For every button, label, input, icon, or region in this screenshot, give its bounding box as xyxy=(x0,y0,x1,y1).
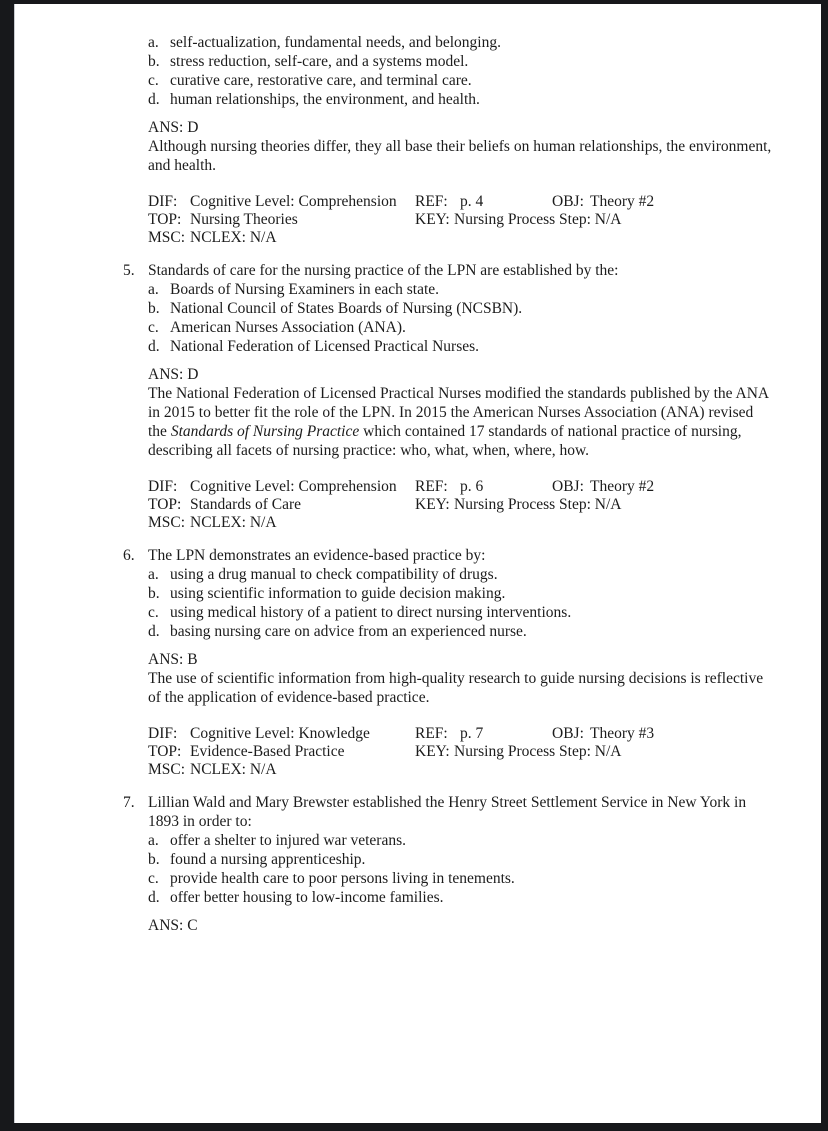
question-text: Standards of care for the nursing practice of the LPN are established by the: xyxy=(148,262,619,279)
answer-value: B xyxy=(187,651,198,668)
option-text: Boards of Nursing Examiners in each state. xyxy=(170,281,440,298)
key-label: KEY: xyxy=(415,743,450,760)
question-text: Lillian Wald and Mary Brewster established the Henry Street Settlement Service in New York in 1893 in order to: xyxy=(148,794,747,830)
key-value: Nursing Process Step: N/A xyxy=(454,211,622,228)
dif-value: Cognitive Level: Comprehension xyxy=(190,193,397,210)
option-letter: d. xyxy=(148,91,160,108)
page-content xyxy=(123,4,773,935)
key-value: Nursing Process Step: N/A xyxy=(454,496,622,513)
option-letter: b. xyxy=(148,53,160,70)
answer-label: ANS: xyxy=(148,366,184,383)
option-text: National Council of States Boards of Nursing (NCSBN). xyxy=(170,300,523,317)
answer-label: ANS: xyxy=(148,119,184,136)
answer-line xyxy=(148,365,773,384)
option-text: found a nursing apprenticeship. xyxy=(170,851,366,868)
question-number: 6. xyxy=(123,547,135,564)
msc-label: MSC: xyxy=(148,229,186,246)
option-letter: c. xyxy=(148,72,159,89)
option-row xyxy=(148,622,773,641)
option-letter: c. xyxy=(148,870,159,887)
question-text: The LPN demonstrates an evidence-based practice by: xyxy=(148,547,486,564)
option-row xyxy=(148,888,773,907)
question-paragraph xyxy=(123,546,773,565)
option-letter: d. xyxy=(148,889,160,906)
question-4-answer xyxy=(148,118,773,175)
explanation-text: which contained 17 standards of national practice of nursing, describing all facets of nursing practice: who, what, when, where, how. xyxy=(148,423,742,459)
option-letter: d. xyxy=(148,338,160,355)
question-paragraph xyxy=(123,261,773,280)
top-value: Nursing Theories xyxy=(190,211,298,228)
dif-label: DIF: xyxy=(148,193,178,210)
option-letter: a. xyxy=(148,34,159,51)
option-row xyxy=(148,280,773,299)
option-text: using medical history of a patient to direct nursing interventions. xyxy=(170,604,572,621)
option-text: self-actualization, fundamental needs, and belonging. xyxy=(170,34,501,51)
option-row xyxy=(148,299,773,318)
option-letter: c. xyxy=(148,604,159,621)
dif-label: DIF: xyxy=(148,725,178,742)
meta-row xyxy=(148,211,773,229)
option-row xyxy=(148,33,773,52)
meta-row xyxy=(148,725,773,743)
dif-label: DIF: xyxy=(148,478,178,495)
option-row xyxy=(148,603,773,622)
obj-value: Theory #3 xyxy=(590,725,655,742)
option-row xyxy=(148,337,773,356)
obj-label: OBJ: xyxy=(552,193,584,210)
msc-value: NCLEX: N/A xyxy=(190,761,277,778)
option-row xyxy=(148,850,773,869)
meta-row xyxy=(148,229,773,247)
meta-row xyxy=(148,761,773,779)
dif-value: Cognitive Level: Knowledge xyxy=(190,725,370,742)
meta-row xyxy=(148,743,773,761)
answer-value: D xyxy=(187,119,199,136)
top-value: Standards of Care xyxy=(190,496,302,513)
msc-label: MSC: xyxy=(148,761,186,778)
question-4-options xyxy=(148,33,773,109)
meta-row xyxy=(148,478,773,496)
answer-value: D xyxy=(187,366,199,383)
answer-line xyxy=(148,916,773,935)
option-letter: a. xyxy=(148,566,159,583)
option-row xyxy=(148,831,773,850)
option-text: offer a shelter to injured war veterans. xyxy=(170,832,406,849)
question-5-answer xyxy=(148,365,773,460)
question-6-answer xyxy=(148,650,773,707)
obj-label: OBJ: xyxy=(552,725,584,742)
option-letter: a. xyxy=(148,281,159,298)
dif-value: Cognitive Level: Comprehension xyxy=(190,478,397,495)
option-text: stress reduction, self-care, and a systems model. xyxy=(170,53,469,70)
top-label: TOP: xyxy=(148,211,182,228)
top-label: TOP: xyxy=(148,496,182,513)
answer-explanation: The use of scientific information from high-quality research to guide nursing decisions is reflective of the application of evidence-based practice. xyxy=(148,670,764,706)
option-text: using a drug manual to check compatibility of drugs. xyxy=(170,566,498,583)
ref-value: p. 4 xyxy=(460,193,484,210)
option-text: provide health care to poor persons living in tenements. xyxy=(170,870,515,887)
explanation-italic-title: Standards of Nursing Practice xyxy=(170,423,360,440)
question-6 xyxy=(123,546,773,641)
answer-label: ANS: xyxy=(148,651,184,668)
key-label: KEY: xyxy=(415,211,450,228)
question-number: 7. xyxy=(123,794,135,811)
answer-explanation: Although nursing theories differ, they all base their beliefs on human relationships, the environment, and health. xyxy=(148,138,772,174)
meta-row xyxy=(148,514,773,532)
question-4-meta xyxy=(148,193,773,247)
ref-value: p. 6 xyxy=(460,478,484,495)
option-text: basing nursing care on advice from an experienced nurse. xyxy=(170,623,527,640)
option-row xyxy=(148,869,773,888)
option-letter: d. xyxy=(148,623,160,640)
key-value: Nursing Process Step: N/A xyxy=(454,743,622,760)
option-letter: b. xyxy=(148,300,160,317)
question-5 xyxy=(123,261,773,356)
ref-label: REF: xyxy=(415,478,448,495)
question-number: 5. xyxy=(123,262,135,279)
question-paragraph xyxy=(123,793,773,831)
option-row xyxy=(148,318,773,337)
option-letter: b. xyxy=(148,851,160,868)
ref-value: p. 7 xyxy=(460,725,484,742)
obj-label: OBJ: xyxy=(552,478,584,495)
key-label: KEY: xyxy=(415,496,450,513)
msc-label: MSC: xyxy=(148,514,186,531)
option-letter: c. xyxy=(148,319,159,336)
option-text: offer better housing to low-income families. xyxy=(170,889,444,906)
option-row xyxy=(148,90,773,109)
question-7 xyxy=(123,793,773,907)
obj-value: Theory #2 xyxy=(590,478,655,495)
option-text: human relationships, the environment, and health. xyxy=(170,91,480,108)
option-letter: a. xyxy=(148,832,159,849)
answer-value: C xyxy=(187,917,198,934)
top-label: TOP: xyxy=(148,743,182,760)
answer-explanation xyxy=(148,384,773,460)
question-7-answer xyxy=(148,916,773,935)
option-letter: b. xyxy=(148,585,160,602)
option-text: using scientific information to guide decision making. xyxy=(170,585,506,602)
msc-value: NCLEX: N/A xyxy=(190,514,277,531)
document-page xyxy=(14,4,821,1123)
option-row xyxy=(148,584,773,603)
msc-value: NCLEX: N/A xyxy=(190,229,277,246)
answer-line xyxy=(148,650,773,669)
option-row xyxy=(148,52,773,71)
option-text: American Nurses Association (ANA). xyxy=(170,319,406,336)
answer-line xyxy=(148,118,773,137)
option-text: curative care, restorative care, and terminal care. xyxy=(170,72,472,89)
ref-label: REF: xyxy=(415,193,448,210)
option-row xyxy=(148,71,773,90)
top-value: Evidence-Based Practice xyxy=(190,743,345,760)
answer-label: ANS: xyxy=(148,917,184,934)
explanation-text: The National Federation of Licensed Practical Nurses modified the standards published by the ANA in 2015 to better fit the role of the LPN. In 2015 the American Nurses Association (ANA) revised the xyxy=(148,385,769,440)
option-text: National Federation of Licensed Practical Nurses. xyxy=(170,338,480,355)
meta-row xyxy=(148,193,773,211)
meta-row xyxy=(148,496,773,514)
question-6-meta xyxy=(148,725,773,779)
obj-value: Theory #2 xyxy=(590,193,655,210)
question-5-meta xyxy=(148,478,773,532)
ref-label: REF: xyxy=(415,725,448,742)
option-row xyxy=(148,565,773,584)
